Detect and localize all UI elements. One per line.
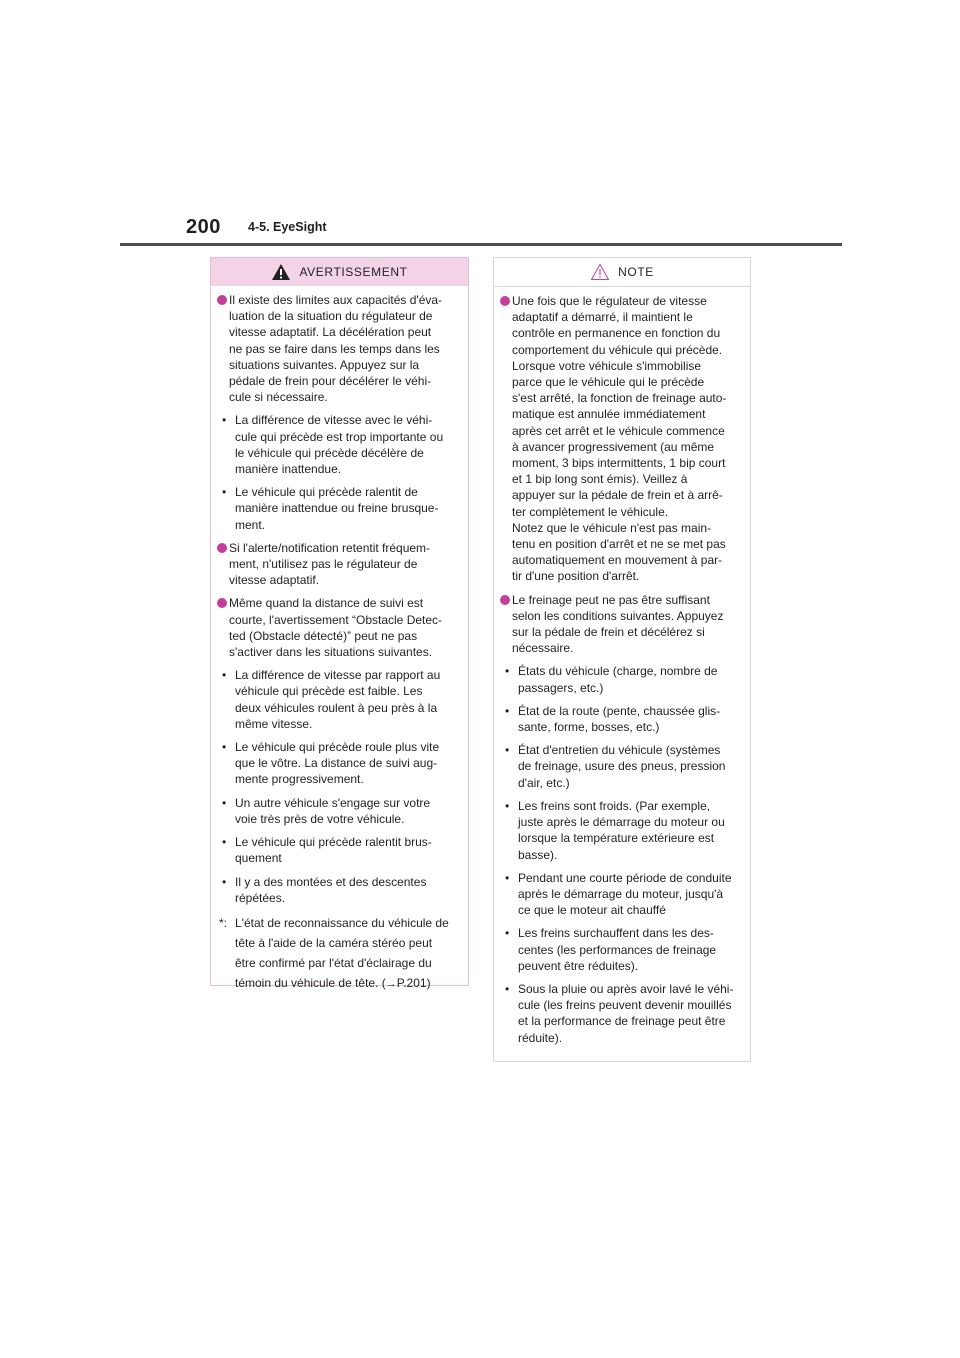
text-line: sur la pédale de frein et décélérez si [512,625,705,640]
text-line: contrôle en permanence en fonction du [512,326,721,341]
text-line: ted (Obstacle détecté)” peut ne pas [229,628,418,643]
text-line: cule si nécessaire. [229,390,328,405]
text-line: ne pas se faire dans les temps dans les [229,341,440,356]
text-line: que le vôtre. La distance de suivi aug- [235,756,438,771]
text-line: appuyer sur la pédale de frein et à arrê- [512,488,723,503]
text-line: cule (les freins peuvent devenir mouillés [518,998,732,1013]
text-line: selon les conditions suivantes. Appuyez [512,608,724,623]
text-line: États du véhicule (charge, nombre de [518,664,718,679]
text-line: manière inattendue ou freine brusque- [235,501,439,516]
section-title: 4-5. EyeSight [248,220,327,234]
text-line: à avancer progressivement (au même [512,439,715,454]
sub-item [217,484,458,533]
bullet-circle-icon [500,595,510,605]
text-line: comportement du véhicule qui précède. [512,342,723,357]
bullet-dot-icon: • [222,668,227,683]
text-line: Lorsque votre véhicule s'immobilise [512,358,702,373]
warning-triangle-icon [271,263,291,281]
text-line: Les freins sont froids. (Par exemple, [518,798,711,813]
sub-item [500,981,740,1046]
text-line: automatiquement en mouvement à par- [512,553,723,568]
bullet-dot-icon: • [222,835,227,850]
caution-triangle-icon [590,263,610,281]
bullet-dot-icon: • [505,981,510,996]
text-line: ce que le moteur ait chauffé [518,903,666,918]
text-line: ter complètement le véhicule. [512,504,669,519]
header-rule [120,243,842,246]
text-line: Le véhicule qui précède roule plus vite [235,740,440,755]
sub-item [500,663,740,695]
text-line: vitesse adaptatif. [229,573,320,588]
text-line: Sous la pluie ou après avoir lavé le véhi- [518,981,734,996]
text-line: quement [235,851,282,866]
text-line: matique est annulée immédiatement [512,407,706,422]
text-line: ment, n'utilisez pas le régulateur de [229,557,418,572]
text-line: tir d'une position d'arrêt. [512,569,640,584]
bullet-dot-icon: • [505,798,510,813]
sub-item [217,667,458,732]
footnote-line-last [235,973,458,994]
text-line: sante, forme, bosses, etc.) [518,720,660,735]
text-line: vitesse adaptatif. La décélération peut [229,325,432,340]
note-title: NOTE [618,264,654,279]
footnote-line: tête à l'aide de la caméra stéréo peut [235,935,433,950]
text-line: réduite). [518,1030,563,1045]
bullet-paragraph [217,540,458,589]
text-line: La différence de vitesse avec le véhi- [235,413,433,428]
text-line: Si l'alerte/notification retentit fréquem- [229,540,431,555]
text-line: tenu en position d'arrêt et ne se met pas [512,537,726,552]
text-line: courte, l'avertissement “Obstacle Detec- [229,612,443,627]
sub-item [217,874,458,906]
bullet-paragraph [500,592,740,657]
text-line: peuvent être réduites). [518,958,639,973]
text-line: Le véhicule qui précède ralentit brus- [235,835,432,850]
text-line: deux véhicules roulent à peu près à la [235,700,438,715]
bullet-dot-icon: • [222,740,227,755]
bullet-paragraph [217,292,458,405]
page-number: 200 [186,216,221,238]
text-line: après cet arrêt et le véhicule commence [512,423,725,438]
bullet-dot-icon: • [505,703,510,718]
text-line: nécessaire. [512,641,574,656]
bullet-circle-icon [217,295,227,305]
sub-item [500,925,740,974]
sub-item [500,870,740,919]
bullet-dot-icon: • [505,743,510,758]
text-line: situations suivantes. Appuyez sur la [229,357,420,372]
bullet-dot-icon: • [222,413,227,428]
sub-item [217,795,458,827]
text-line: et 1 bip long sont émis). Veillez à [512,472,688,487]
text-line: passagers, etc.) [518,680,604,695]
text-line: Le véhicule qui précède ralentit de [235,485,418,500]
bullet-paragraph [217,595,458,660]
text-line: Le freinage peut ne pas être suffisant [512,592,710,607]
text-line: après le démarrage du moteur, jusqu'à [518,886,724,901]
text-line: Il y a des montées et des descentes [235,874,427,889]
sub-item [500,703,740,735]
text-line: ment. [235,517,266,532]
warning-body [211,286,468,1007]
text-line: mente progressivement. [235,772,364,787]
text-line: s'est arrêté, la fonction de freinage auto- [512,391,727,406]
text-line: lorsque la température extérieure est [518,831,715,846]
text-line: État d'entretien du véhicule (systèmes [518,743,721,758]
text-line: Même quand la distance de suivi est [229,596,424,611]
footnote-line: L'état de reconnaissance du véhicule de [235,915,449,930]
text-line: Il existe des limites aux capacités d'éva- [229,293,443,307]
warning-title: AVERTISSEMENT [299,264,408,279]
sub-item [500,798,740,863]
bullet-dot-icon: • [505,664,510,679]
footnote-mark: *: [219,915,228,930]
note-header [494,258,750,287]
text-line: basse). [518,847,558,862]
text-line: le véhicule qui précède décélère de [235,445,424,460]
page-reference-link[interactable]: P.201) [396,975,431,990]
text-line: moment, 3 bips intermittents, 1 bip court [512,456,726,471]
text-line: centes (les performances de freinage [518,942,717,957]
text-line: juste après le démarrage du moteur ou [518,815,725,830]
note-box [493,257,751,1062]
text-line: Une fois que le régulateur de vitesse [512,294,707,308]
text-line: Notez que le véhicule n'est pas main- [512,520,712,535]
bullet-dot-icon: • [505,870,510,885]
text-line: parce que le véhicule qui le précède [512,375,705,390]
bullet-dot-icon: • [505,926,510,941]
sub-item [500,742,740,791]
bullet-paragraph [500,293,740,585]
text-line: cule qui précède est trop importante ou [235,429,444,444]
arrow-right-icon: → [385,977,397,990]
text-line: véhicule qui précède est faible. Les [235,684,423,699]
sub-item [217,834,458,866]
footnote [217,913,458,994]
text-line: s'activer dans les situations suivantes. [229,645,433,660]
text-line: pédale de frein pour décélérer le véhi- [229,374,432,389]
bullet-circle-icon [217,598,227,608]
text-line: répétées. [235,890,286,905]
text-line: même vitesse. [235,716,313,731]
bullet-circle-icon [217,543,227,553]
footnote-line: être confirmé par l'état d'éclairage du [235,955,432,970]
text-line: voie très près de votre véhicule. [235,811,405,826]
warning-box [210,257,469,990]
sub-item [217,739,458,788]
text-line: d'air, etc.) [518,775,570,790]
text-line: de freinage, usure des pneus, pression [518,759,726,774]
text-line: La différence de vitesse par rapport au [235,668,441,683]
text-line: Un autre véhicule s'engage sur votre [235,795,431,810]
bullet-dot-icon: • [222,795,227,810]
text-line: État de la route (pente, chaussée glis- [518,703,721,718]
note-body [494,287,750,1059]
footnote-text: témoin du véhicule de tête. ( [235,975,386,990]
sub-item [217,412,458,477]
bullet-circle-icon [500,296,510,306]
text-line: et la performance de freinage peut être [518,1014,726,1029]
text-line: manière inattendue. [235,462,342,477]
text-line: adaptatif a démarré, il maintient le [512,310,693,325]
text-line: luation de la situation du régulateur de [229,309,433,324]
text-line: Pendant une courte période de conduite [518,870,732,885]
text-line: Les freins surchauffent dans les des- [518,926,714,941]
warning-header [211,258,468,286]
bullet-dot-icon: • [222,874,227,889]
bullet-dot-icon: • [222,485,227,500]
